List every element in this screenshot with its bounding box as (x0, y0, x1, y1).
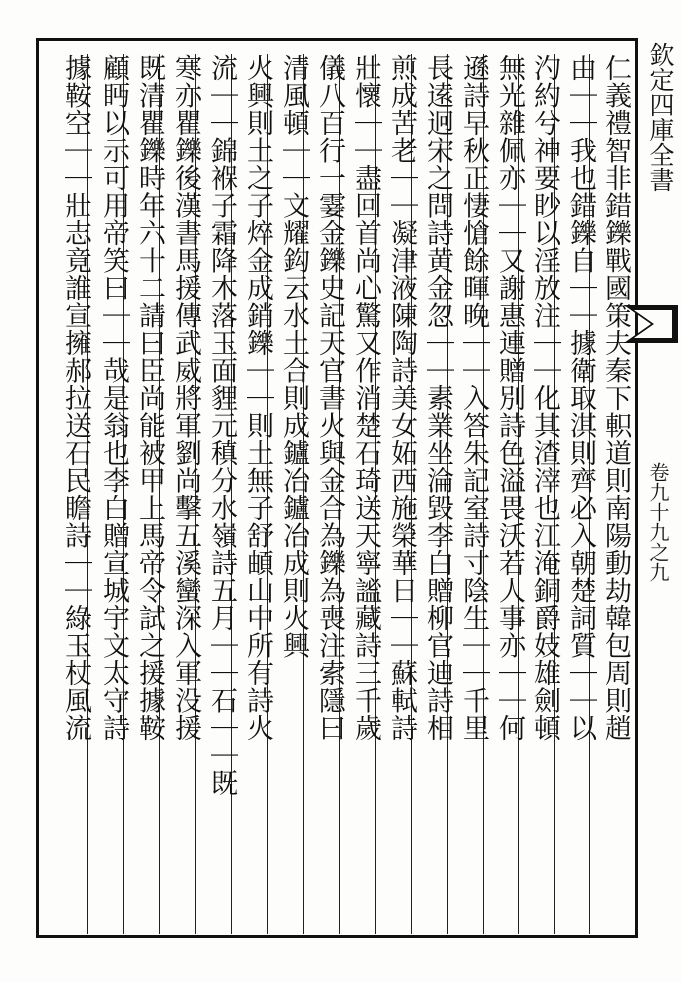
book-title: 欽定四庫全書 (646, 42, 675, 192)
text-column-4: 無光雜佩亦｜｜又謝惠連贈別詩色溢畏沃若人事亦｜｜何 (494, 54, 525, 742)
text-column-5: 遜詩早秋正悽愴餘暉晚｜｜入答朱記室詩寸陰生｜｜千里 (458, 54, 489, 742)
text-column-15: 顧眄以示可用帝笑曰｜｜哉是翁也李白贈宣城宇文太守詩 (98, 54, 129, 742)
text-column-12: 流｜｜錦褓子霜降木落玉面貍元稹分水嶺詩五月｜｜石｜｜既 (206, 54, 237, 797)
text-column-6: 長逺迥宋之問詩黄金忽｜｜素業坐淪毀李白贈柳官迪詩相 (422, 54, 453, 742)
text-column-10: 清風頓｜｜文耀鈎云水土合則成鑪冶鑪冶成則火興 (278, 54, 309, 659)
text-column-3: 汋約兮神要眇以淫放注｜｜化其渣滓也江淹銅爵妓雄劍頓 (529, 54, 560, 742)
margin-strip (640, 42, 678, 642)
volume-label: 卷九十九之九 (646, 462, 670, 582)
text-column-11: 火興則土之子焠金成銷鑠｜｜則土無子舒頔山中所有詩火 (242, 54, 273, 742)
text-column-16: 據鞍空｜｜壯志竟誰宣擁郝拉送石民瞻詩｜｜綠玉杖風流 (60, 54, 91, 742)
text-column-13: 寒亦瞿鑠後漢書馬援傳武威將軍劉尚擊五溪蠻深入軍没援 (170, 54, 201, 742)
text-column-1: 仁義禮智非錯鑠戰國策夫秦下軹道則南陽動劫韓包周則趙 (600, 54, 631, 742)
text-column-8: 壯懷｜｜盡回首尚心驚又作消楚石琦送天寧謐藏詩三千歲 (350, 54, 381, 742)
text-column-14: 既清瞿鑠時年六十二請曰臣尚能被甲上馬帝令試之援據鞍 (134, 54, 165, 742)
text-column-2: 由｜｜我也錯鑠自｜｜據衛取淇則齊必入朝楚詞質｜｜以 (565, 54, 596, 742)
text-column-9: 儀八百行一霎金鑠史記天官書火與金合為鑠為喪注索隱曰 (314, 54, 345, 742)
text-column-7: 煎成苦老｜｜凝津液陳陶詩美女妬西施榮華日｜｜蘇軾詩 (386, 54, 417, 742)
